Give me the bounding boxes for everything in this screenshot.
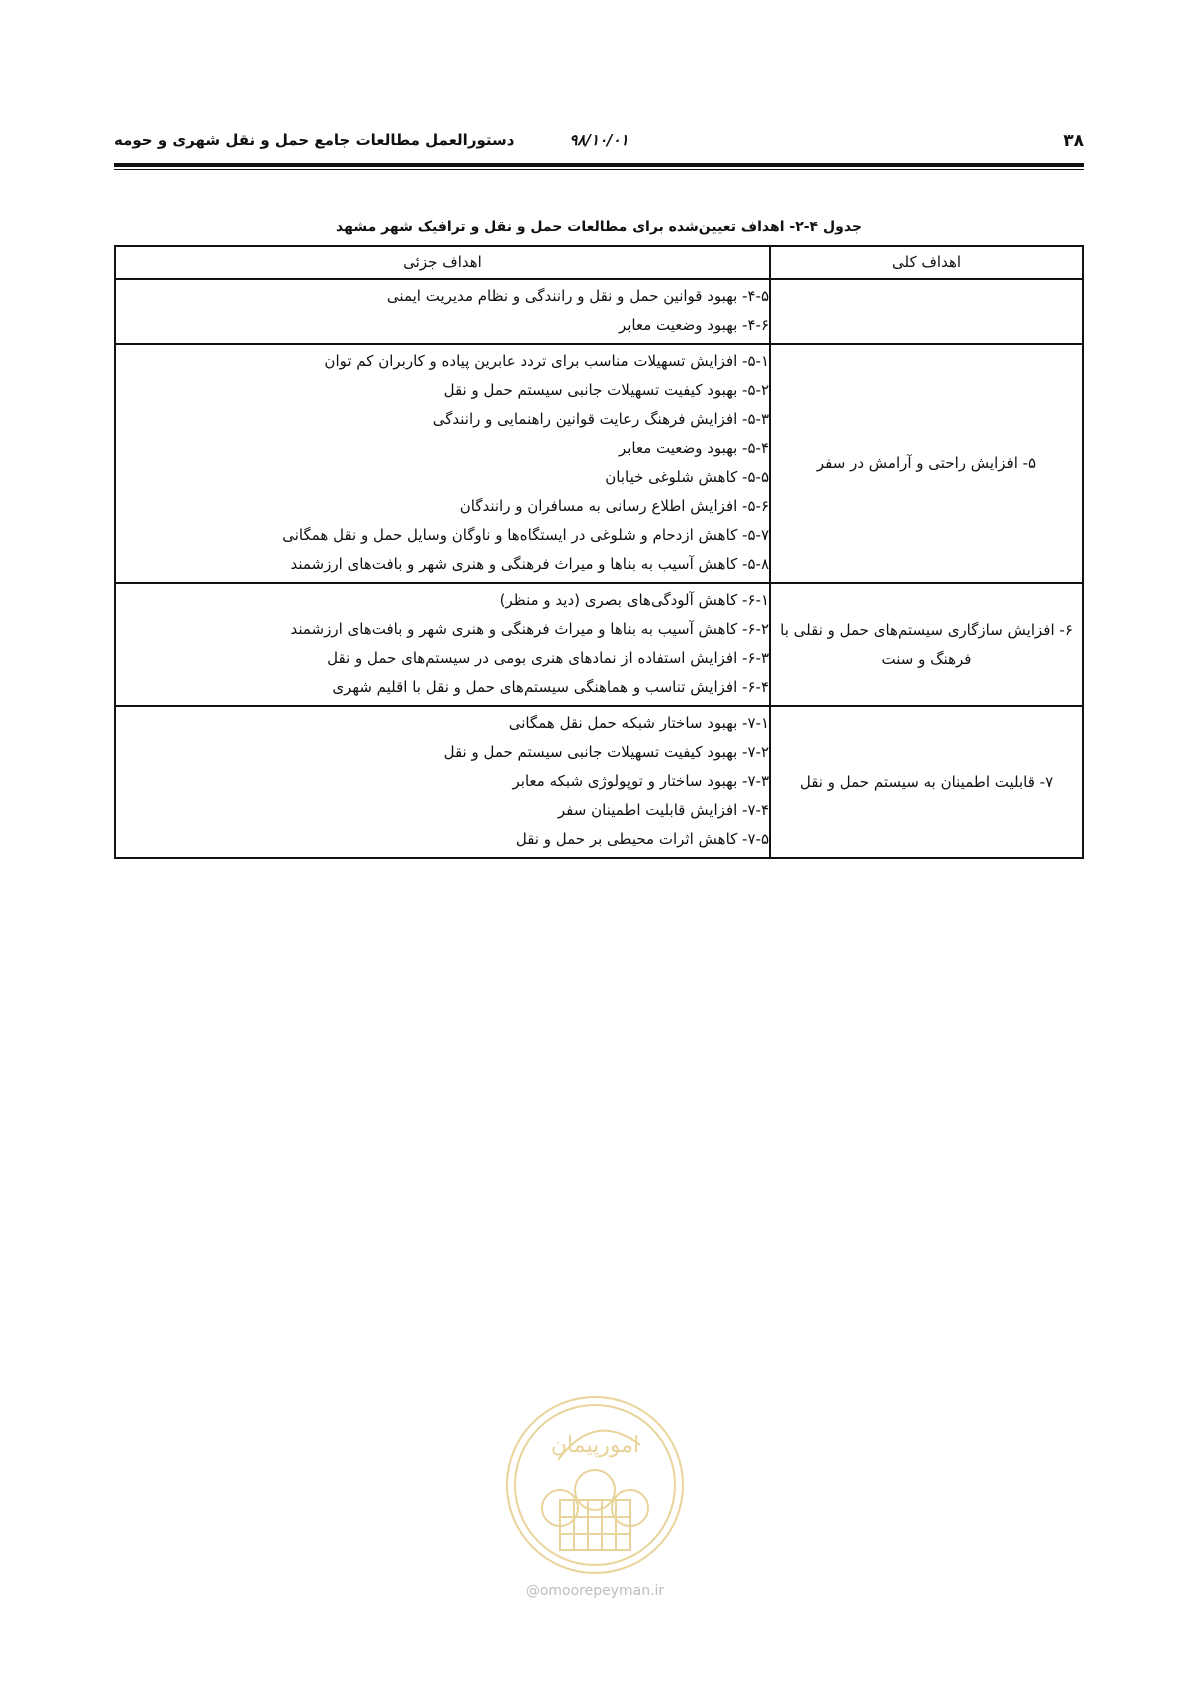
detail-goal-item: ۵-۷- کاهش ازدحام و شلوغی در ایستگاه‌ها و ناوگان وسایل حمل و نقل همگانی [282, 526, 769, 544]
watermark-outer-ring [507, 1397, 683, 1573]
table-caption: جدول ۴-۲- اهداف تعیین‌شده برای مطالعات حمل و نقل و ترافیک شهر مشهد [336, 219, 862, 235]
detail-goal-item: ۶-۲- کاهش آسیب به بناها و میراث فرهنگی و هنری شهر و بافت‌های ارزشمند [290, 620, 769, 638]
column-header-detail: اهداف جزئی [403, 253, 482, 271]
general-goal-cell: ۶- افزایش سازگاری سیستم‌های حمل و نقلی با فرهنگ و سنت [769, 584, 1082, 705]
watermark-inner-ring [515, 1405, 675, 1565]
watermark-gear-center-icon [575, 1470, 615, 1510]
detail-goal-item: ۵-۲- بهبود کیفیت تسهیلات جانبی سیستم حمل و نقل [443, 381, 769, 399]
watermark-logo-text: امورپیمان [550, 1433, 640, 1458]
detail-goals-cell [116, 280, 769, 343]
table-body [116, 278, 1082, 857]
watermark-grid-icon [560, 1500, 630, 1550]
page-header [114, 131, 1084, 153]
header-rule-thin [114, 169, 1084, 170]
detail-goals-cell [116, 584, 769, 705]
column-header-general: اهداف کلی [769, 247, 1082, 278]
detail-goal-item: ۵-۳- افزایش فرهنگ رعایت قوانین راهنمایی و رانندگی [432, 410, 769, 428]
general-goal-cell: ۵- افزایش راحتی و آرامش در سفر [769, 345, 1082, 582]
detail-goal-item: ۶-۴- افزایش تناسب و هماهنگی سیستم‌های حمل و نقل با اقلیم شهری [332, 678, 769, 696]
detail-goal-item: ۶-۳- افزایش استفاده از نمادهای هنری بومی در سیستم‌های حمل و نقل [327, 649, 769, 667]
watermark-url: @omoorepeyman.ir [525, 1583, 665, 1599]
header-title: دستورالعمل مطالعات جامع حمل و نقل شهری و حومه [114, 131, 515, 149]
detail-goal-item: ۵-۴- بهبود وضعیت معابر [618, 439, 769, 457]
detail-goal-item: ۷-۳- بهبود ساختار و توپولوژی شبکه معابر [512, 772, 769, 790]
detail-goal-item: ۷-۴- افزایش قابلیت اطمینان سفر [557, 801, 769, 819]
detail-goal-item: ۴-۶- بهبود وضعیت معابر [618, 316, 769, 334]
watermark-logo [500, 1390, 690, 1580]
header-date: ۹۸/۱۰/۰۱ [569, 131, 629, 149]
detail-goal-item: ۵-۶- افزایش اطلاع رسانی به مسافران و رانندگان [459, 497, 769, 515]
detail-goals-cell [116, 707, 769, 857]
detail-goals-cell [116, 345, 769, 582]
table-row [116, 343, 1082, 582]
detail-goal-item: ۷-۵- کاهش اثرات محیطی بر حمل و نقل [515, 830, 769, 848]
table-row [116, 278, 1082, 343]
detail-goal-item: ۷-۲- بهبود کیفیت تسهیلات جانبی سیستم حمل و نقل [443, 743, 769, 761]
detail-goal-item: ۷-۱- بهبود ساختار شبکه حمل نقل همگانی [508, 714, 769, 732]
detail-goal-item: ۵-۸- کاهش آسیب به بناها و میراث فرهنگی و هنری شهر و بافت‌های ارزشمند [290, 555, 769, 573]
page-number: ۳۸ [1063, 131, 1084, 151]
table-row [116, 705, 1082, 857]
general-goal-cell: ۷- قابلیت اطمینان به سیستم حمل و نقل [769, 707, 1082, 857]
general-goal-cell [769, 280, 1082, 343]
detail-goal-item: ۵-۱- افزایش تسهیلات مناسب برای تردد عابرین پیاده و کاربران کم توان [324, 352, 769, 370]
table-row [116, 582, 1082, 705]
detail-goal-item: ۴-۵- بهبود قوانین حمل و نقل و رانندگی و نظام مدیریت ایمنی [386, 287, 769, 305]
detail-goal-item: ۵-۵- کاهش شلوغی خیابان [605, 468, 769, 486]
goals-table [114, 245, 1084, 859]
header-rule-thick [114, 163, 1084, 167]
table-header-row [116, 247, 1082, 278]
detail-goal-item: ۶-۱- کاهش آلودگی‌های بصری (دید و منظر) [499, 591, 769, 609]
